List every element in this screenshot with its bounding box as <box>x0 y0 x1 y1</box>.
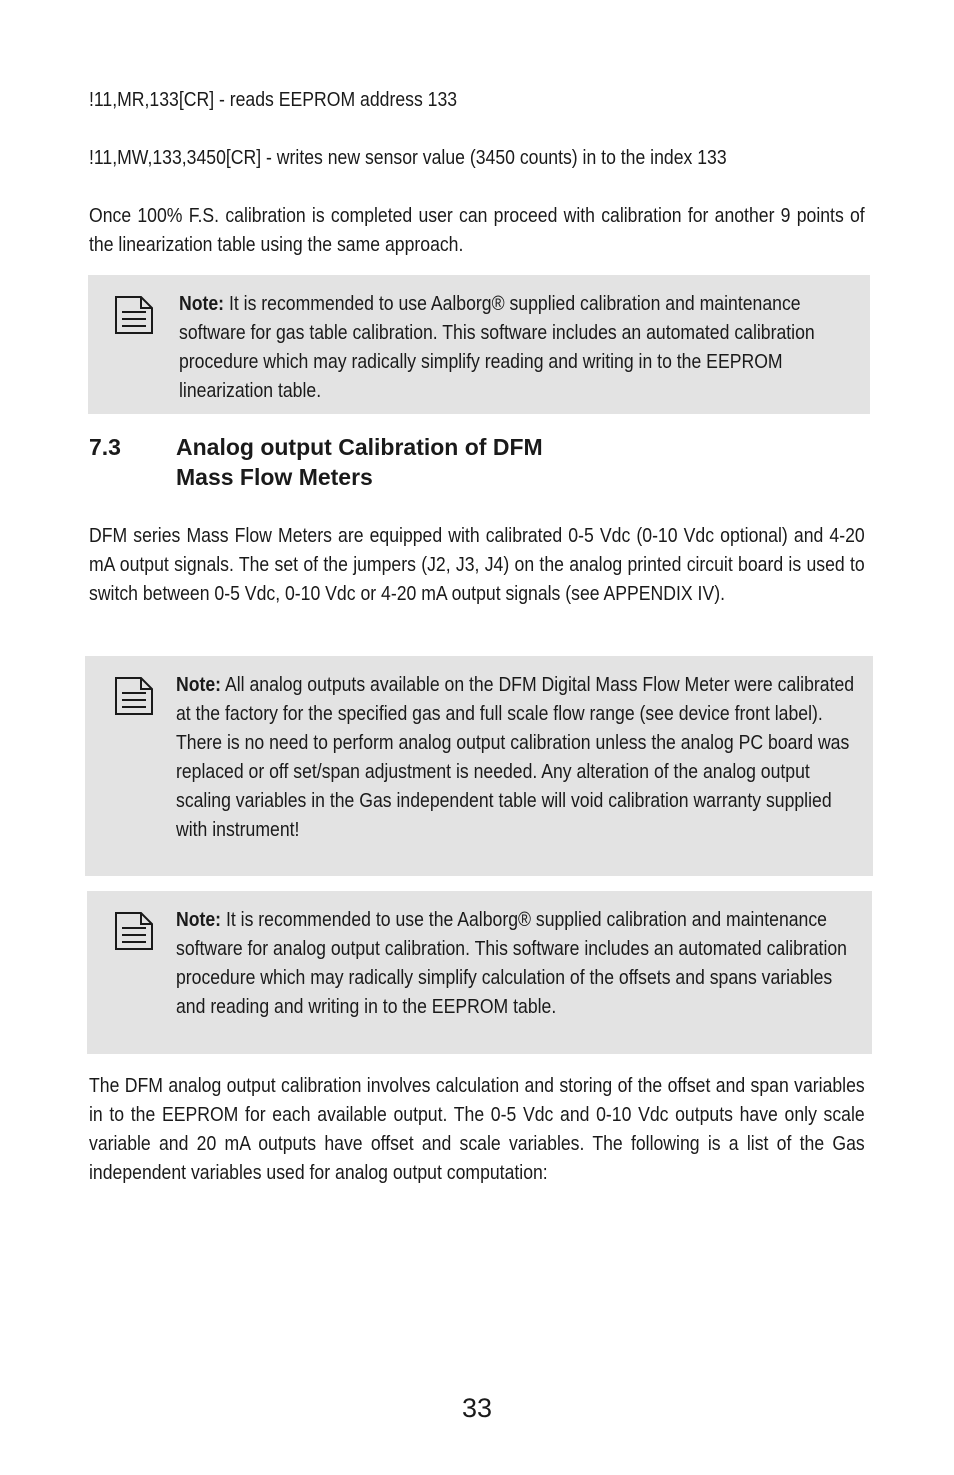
paragraph-calibration-completed: Once 100% F.S. calibration is completed user can proceed with calibration for another 9 points of the linearization table using the same approach. <box>89 204 865 256</box>
paragraph-analog-calibration: The DFM analog output calibration involves calculation and storing of the offset and span variables in to the EEPROM for each available output. The 0-5 Vdc and 0-10 Vdc outputs have only scale variable and 20 mA outputs have offset and scale variables. The following is a list of the Gas independent variables used for analog output computation: <box>89 1074 865 1184</box>
note-box-factory-calibration <box>85 656 873 876</box>
note-body: It is recommended to use Aalborg® supplied calibration and maintenance software for gas table calibration. This software includes an automated calibration procedure which may radically simplify reading and writing in to the EEPROM linearization table. <box>179 292 815 402</box>
note-document-icon <box>114 676 154 716</box>
command-read-line: !11,MR,133[CR] - reads EEPROM address 133 <box>89 88 458 111</box>
note-box-software-gas-table <box>88 275 870 414</box>
note-label: Note: <box>176 673 222 696</box>
note-text <box>176 905 855 1021</box>
paragraph-dfm-outputs: DFM series Mass Flow Meters are equipped with calibrated 0-5 Vdc (0-10 Vdc optional) and 4-20 mA output signals. The set of the jumpers (J2, J3, J4) on the analog printed circuit board is used to switch between 0-5 Vdc, 0-10 Vdc or 4-20 mA output signals (see APPENDIX IV). <box>89 524 865 605</box>
note-label: Note: <box>179 292 225 315</box>
section-title-line-2: Mass Flow Meters <box>176 464 373 490</box>
note-label: Note: <box>176 908 222 931</box>
note-text <box>176 670 855 844</box>
note-document-icon <box>114 295 154 335</box>
note-box-software-analog <box>87 891 872 1054</box>
note-body: All analog outputs available on the DFM Digital Mass Flow Meter were calibrated at the factory for the specified gas and full scale flow range (see device front label). There is no need to perform analog output calibration unless the analog PC board was replaced or off set/span adjustment is needed. Any alteration of the analog output scaling variables in the Gas independent table will void calibration warranty supplied with instrument! <box>176 673 855 841</box>
note-document-icon <box>114 911 154 951</box>
note-body: It is recommended to use the Aalborg® supplied calibration and maintenance software for analog output calibration. This software includes an automated calibration procedure which may radically simplify calculation of the offsets and spans variables and reading and writing in to the EEPROM table. <box>176 908 847 1018</box>
section-title-line-1: Analog output Calibration of DFM <box>176 434 543 460</box>
page-number: 33 <box>461 1393 493 1423</box>
section-number: 7.3 <box>89 434 121 460</box>
note-text <box>179 289 858 405</box>
section-title <box>176 432 776 492</box>
command-write-line: !11,MW,133,3450[CR] - writes new sensor value (3450 counts) in to the index 133 <box>89 146 727 169</box>
